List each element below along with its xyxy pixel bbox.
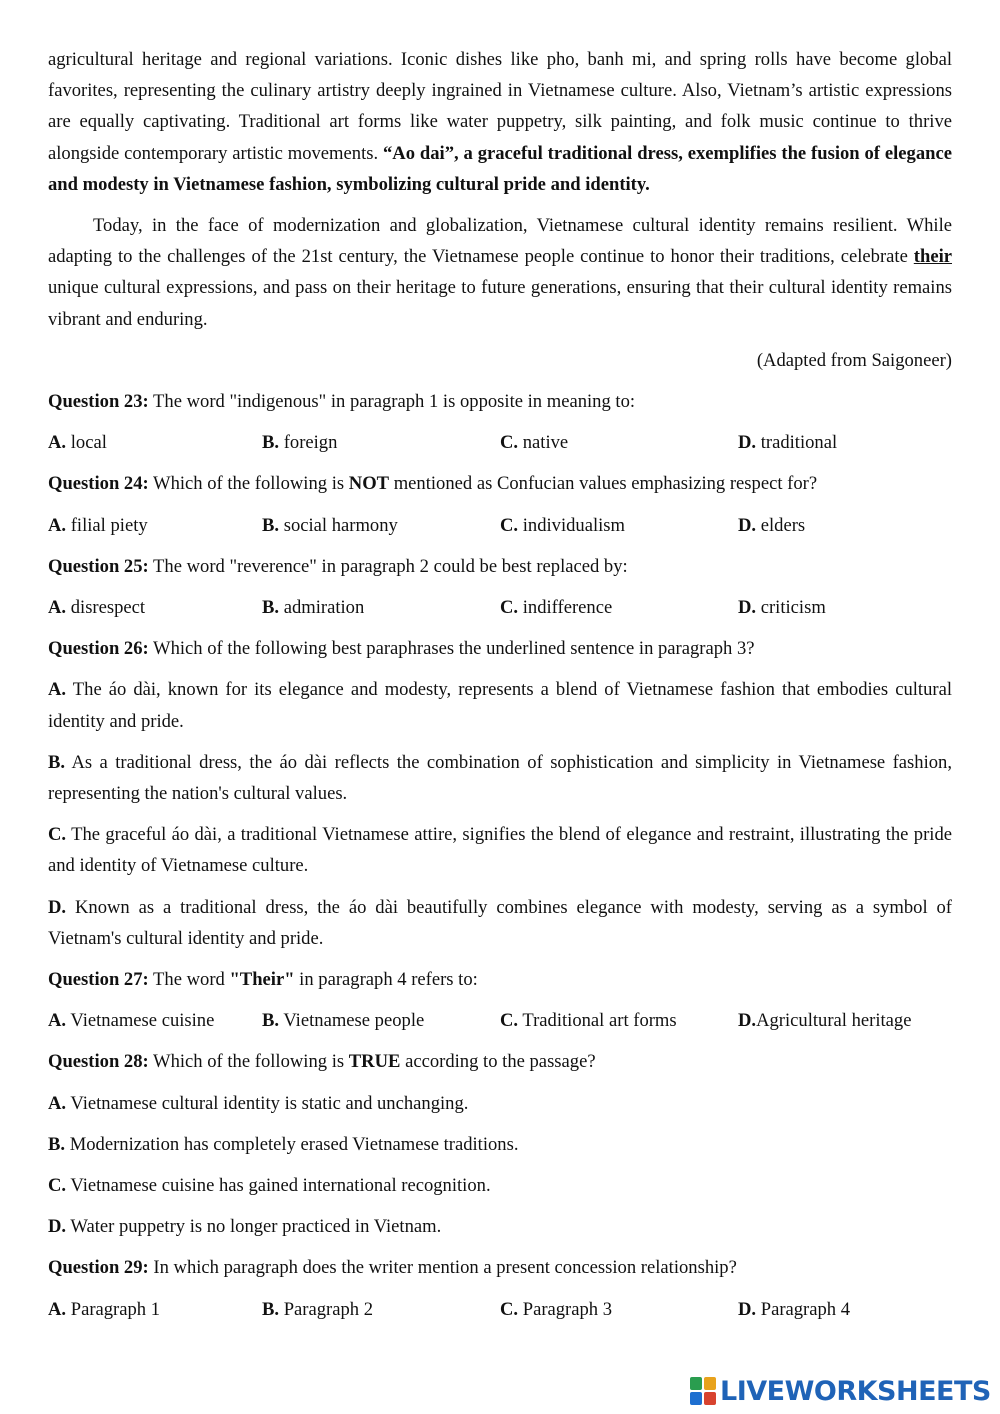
q23-option-b[interactable] [262,427,337,458]
q27-option-d[interactable] [738,1005,911,1036]
option-text: native [518,432,569,454]
q23-option-d[interactable] [738,427,837,458]
q28-option-d[interactable] [48,1211,952,1242]
option-text: As a traditional dress, the áo dài reflects the combination of sophistication and simplicity in Vietnamese fashion, representing the nation's cultural values. [48,751,952,805]
q28-option-c[interactable] [48,1170,952,1201]
question-label: Question 29: [48,1257,149,1279]
q24-options [48,510,952,541]
option-text: Known as a traditional dress, the áo dài beautifully combines elegance with modesty, serving as a symbol of Vietnam's cultural identity and pride. [48,896,952,949]
q25-option-c[interactable] [500,592,612,623]
q23-option-a[interactable] [48,427,107,458]
option-text: disrespect [66,597,146,619]
option-text: admiration [279,597,365,619]
question-text: mentioned as Confucian values emphasizing respect for? [389,473,818,495]
q27-option-b[interactable] [262,1005,424,1036]
option-letter: C. [500,432,519,454]
q25-option-b[interactable] [262,592,364,623]
q29-options [48,1294,952,1325]
question-text: Which of the following is [148,473,349,495]
liveworksheets-logo-icon [690,1377,716,1405]
option-text: Agricultural heritage [756,1010,912,1032]
q26-option-b[interactable] [48,747,952,809]
option-text: Paragraph 2 [279,1298,374,1320]
question-text: in paragraph 4 refers to: [294,969,478,991]
q25-options [48,592,952,623]
option-letter: C. [500,1298,519,1320]
option-letter: C. [500,514,519,536]
option-letter: A. [48,514,67,536]
question-label: Question 23: [48,391,149,413]
option-letter: A. [48,1010,67,1032]
option-text: local [66,432,107,454]
question-label: Question 27: [48,969,149,991]
option-letter: D. [48,1216,67,1238]
option-letter: C. [500,1010,519,1032]
option-text: filial piety [66,514,148,536]
option-text: Water puppetry is no longer practiced in Vietnam. [66,1216,442,1238]
option-letter: A. [48,1092,67,1114]
option-text: Modernization has completely erased Vietnamese traditions. [65,1133,519,1155]
q26-option-a[interactable] [48,674,952,736]
option-letter: A. [48,597,67,619]
option-text: foreign [279,432,338,454]
question-24 [48,468,952,499]
question-emphasis: "Their" [229,969,295,991]
q25-option-d[interactable] [738,592,826,623]
question-text: The word "reverence" in paragraph 2 could be best replaced by: [148,555,628,577]
q24-option-a[interactable] [48,510,148,541]
option-letter: B. [262,514,280,536]
option-text: Vietnamese cuisine has gained international recognition. [66,1175,491,1197]
q27-option-c[interactable] [500,1005,677,1036]
option-letter: A. [48,1298,67,1320]
q28-option-b[interactable] [48,1129,952,1160]
option-letter: A. [48,679,67,701]
p4-text-before: Today, in the face of modernization and globalization, Vietnamese cultural identity remains resilient. While adapting to the challenges of the 21st century, the Vietnamese people continue to honor their traditions, celebrate [48,215,952,268]
option-text: Paragraph 4 [756,1298,851,1320]
option-letter: D. [738,1010,757,1032]
option-letter: A. [48,432,67,454]
question-text: The word [148,969,230,991]
option-text: indifference [518,597,613,619]
question-label: Question 26: [48,638,149,660]
option-text: Traditional art forms [518,1010,677,1032]
liveworksheets-logo [690,1374,991,1408]
option-letter: D. [48,896,67,918]
p3-bold-sentence: “Ao dai”, a graceful traditional dress, exemplifies the fusion of elegance and modesty in Vietnamese fashion, symbolizing cultural pride and identity. [48,142,952,195]
worksheet-page [48,44,952,1335]
option-letter: B. [262,432,280,454]
q26-option-c[interactable] [48,819,952,881]
question-text: The word "indigenous" in paragraph 1 is opposite in meaning to: [148,391,636,413]
q27-option-a[interactable] [48,1005,214,1036]
q25-option-a[interactable] [48,592,145,623]
option-text: The áo dài, known for its elegance and modesty, represents a blend of Vietnamese fashion that embodies cultural identity and pride. [48,679,952,732]
question-25 [48,551,952,582]
q24-option-c[interactable] [500,510,625,541]
underlined-word-their: their [913,246,952,268]
option-letter: C. [48,1175,67,1197]
source-citation: (Adapted from Saigoneer) [756,349,952,371]
passage-paragraph-4 [48,210,952,335]
question-28 [48,1046,952,1077]
question-label: Question 24: [48,473,149,495]
q24-option-b[interactable] [262,510,398,541]
option-letter: D. [738,1298,757,1320]
question-text: Which of the following is [148,1051,349,1073]
question-label: Question 28: [48,1051,149,1073]
option-text: traditional [756,432,838,454]
question-label: Question 25: [48,555,149,577]
p3-text: agricultural heritage and regional variations. Iconic dishes like pho, banh mi, and spring rolls have become global favorites, representing the culinary artistry deeply ingrained in Vietnamese culture. Also, Vietnam’s artistic expressions are equally captivating. Traditional art forms like water puppetry, silk painting, and folk music continue to thrive alongside contemporary artistic movements. [48,49,952,164]
q23-options [48,427,952,458]
option-text: Vietnamese people [279,1010,425,1032]
question-23 [48,386,952,417]
option-letter: B. [262,597,280,619]
option-letter: B. [262,1010,280,1032]
question-26 [48,633,952,664]
question-text: according to the passage? [400,1051,596,1073]
p4-text-after: unique cultural expressions, and pass on their heritage to future generations, ensuring that their cultural identity remains vibrant and enduring. [48,277,952,330]
option-letter: C. [48,824,67,846]
q28-option-a[interactable] [48,1088,952,1119]
option-text: individualism [518,514,625,536]
q27-options [48,1005,952,1036]
option-text: social harmony [279,514,398,536]
q24-option-d[interactable] [738,510,805,541]
q29-option-a[interactable] [48,1294,160,1325]
passage-paragraph-3 [48,44,952,200]
q29-option-b[interactable] [262,1294,373,1325]
option-text: Vietnamese cuisine [66,1010,215,1032]
q29-option-d[interactable] [738,1294,850,1325]
option-text: The graceful áo dài, a traditional Vietnamese attire, signifies the blend of elegance and restraint, illustrating the pride and identity of Vietnamese culture. [48,824,952,877]
question-emphasis: TRUE [348,1051,401,1073]
logo-text: LIVEWORKSHEETS [720,1375,991,1407]
option-letter: D. [738,432,757,454]
q29-option-c[interactable] [500,1294,612,1325]
option-text: criticism [756,597,826,619]
option-letter: B. [48,751,66,773]
option-letter: B. [48,1133,66,1155]
question-text: Which of the following best paraphrases the underlined sentence in paragraph 3? [148,638,755,660]
q23-option-c[interactable] [500,427,568,458]
question-27 [48,964,952,995]
option-text: Vietnamese cultural identity is static and unchanging. [66,1092,469,1114]
q26-option-d[interactable] [48,892,952,954]
option-letter: D. [738,514,757,536]
question-emphasis: NOT [348,473,390,495]
option-text: Paragraph 1 [66,1298,161,1320]
question-text: In which paragraph does the writer mention a present concession relationship? [148,1257,737,1279]
option-text: Paragraph 3 [518,1298,613,1320]
option-letter: D. [738,597,757,619]
question-29 [48,1252,952,1283]
option-text: elders [756,514,806,536]
option-letter: B. [262,1298,280,1320]
option-letter: C. [500,597,519,619]
